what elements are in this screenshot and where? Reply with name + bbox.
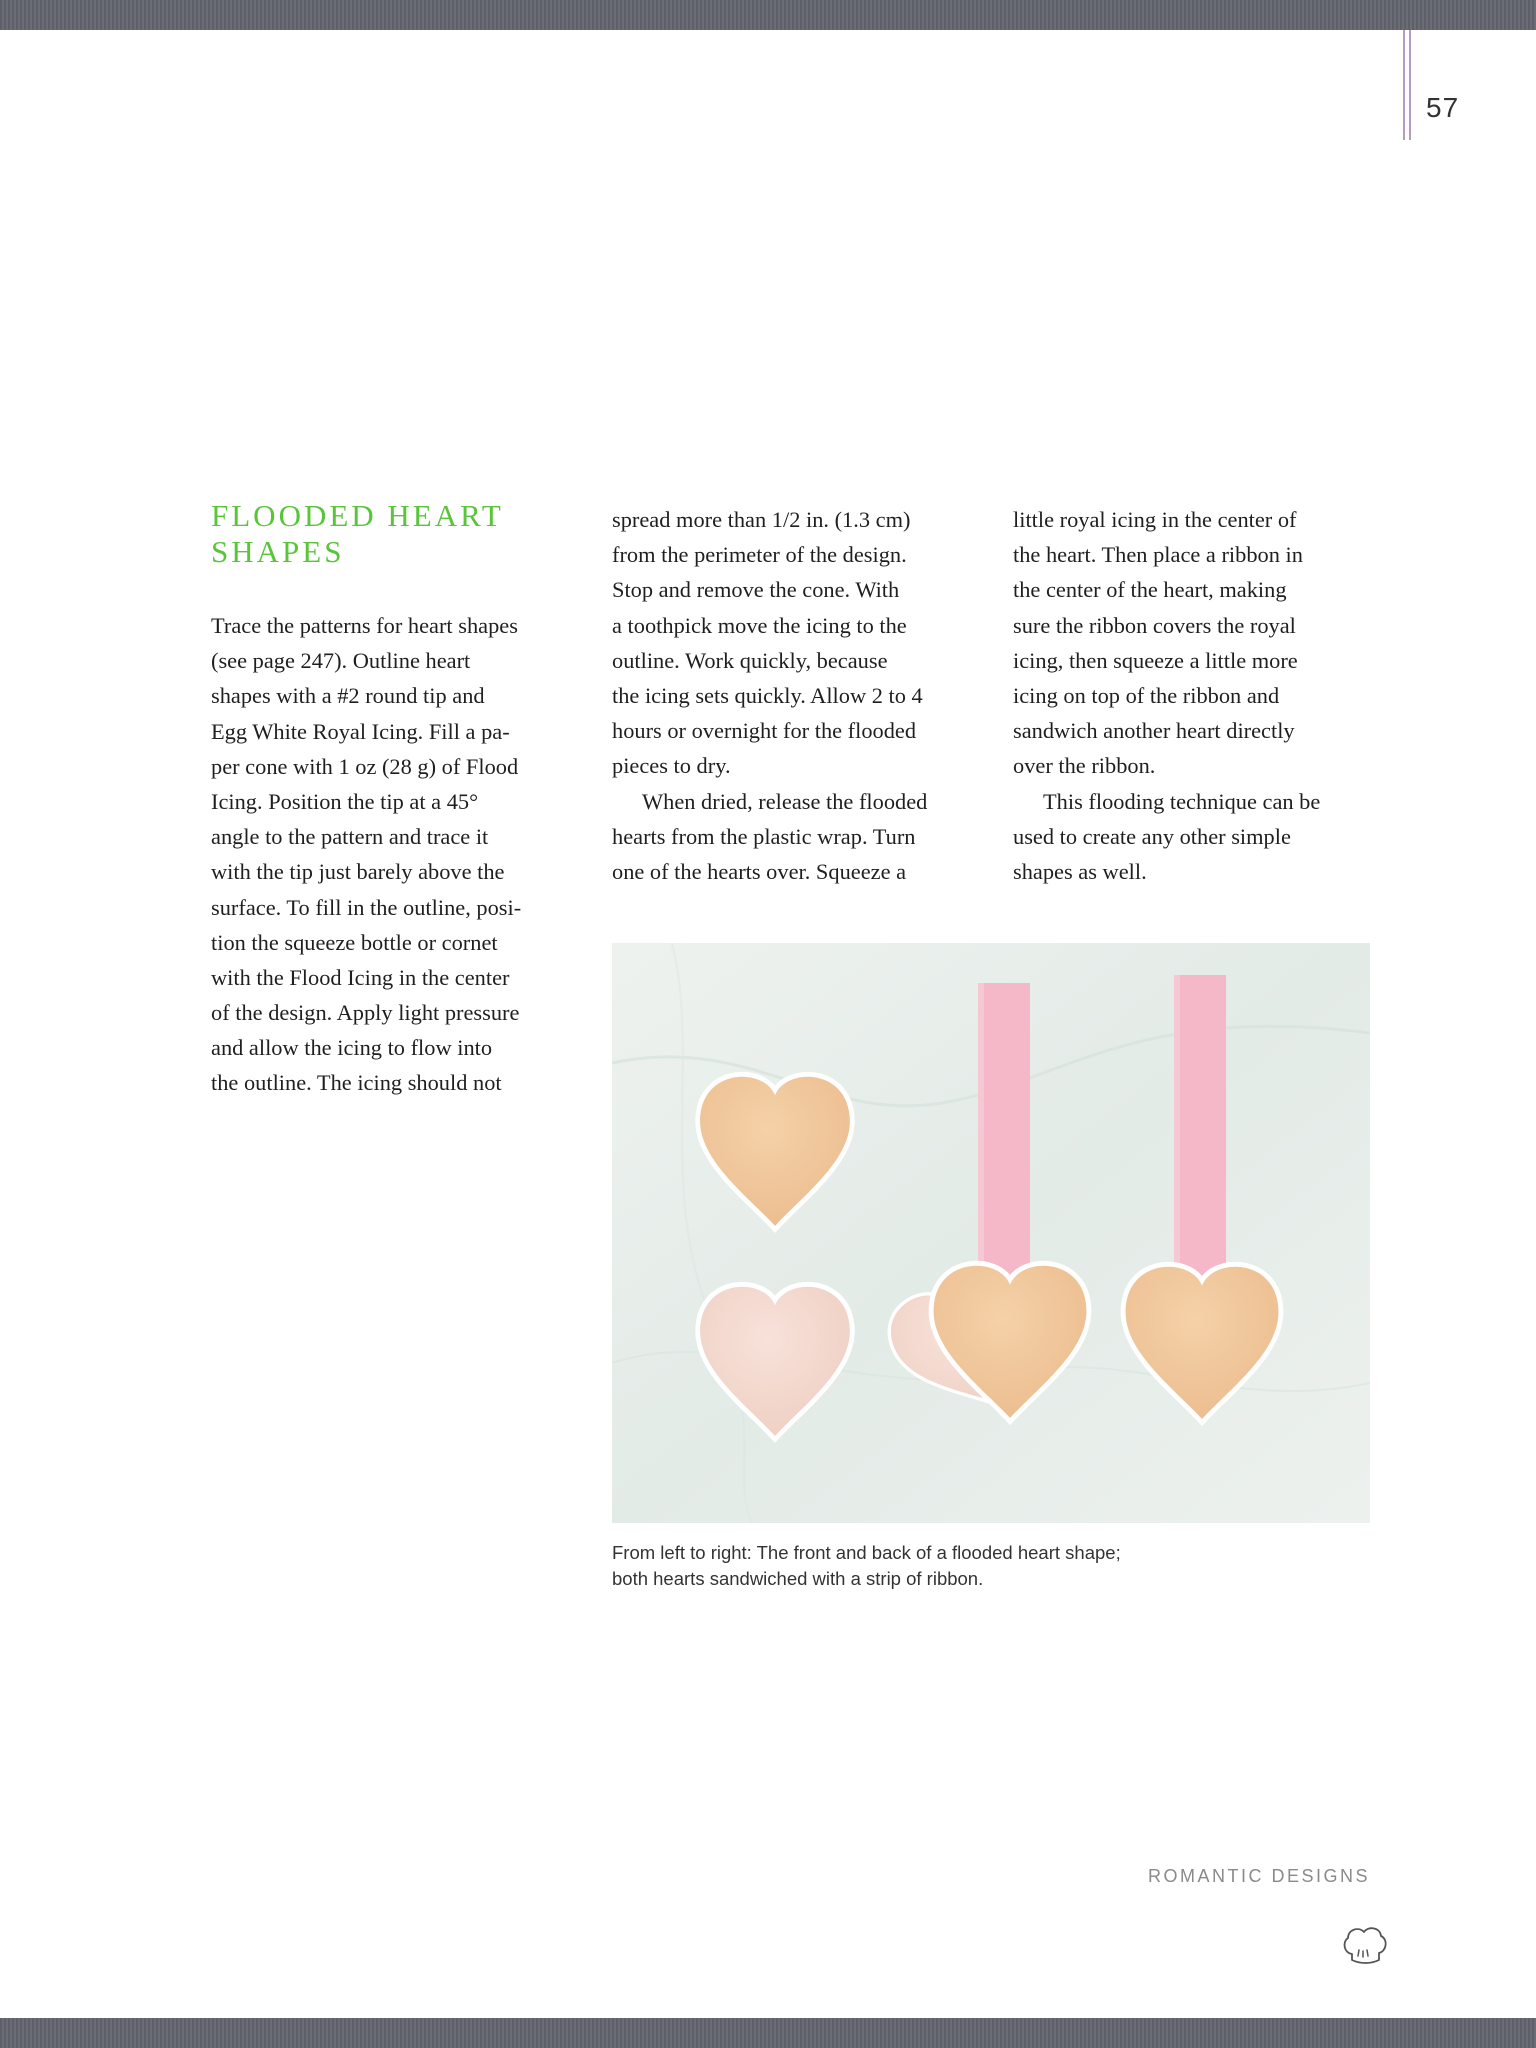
heart-photo: [612, 943, 1370, 1523]
text-line: tion the squeeze bottle or cornet: [211, 929, 498, 955]
text-line: per cone with 1 oz (28 g) of Flood: [211, 753, 519, 779]
text-line: This flooding technique can be: [1043, 788, 1321, 814]
running-footer: ROMANTIC DESIGNS: [1147, 1866, 1370, 1886]
text-line: sure the ribbon covers the royal: [1013, 612, 1296, 638]
text-line: hearts from the plastic wrap. Turn: [612, 823, 916, 849]
text-line: the outline. The icing should not: [211, 1070, 502, 1096]
text-line: Icing. Position the tip at a 45°: [211, 788, 479, 814]
chef-hat-icon: [1338, 1920, 1390, 1972]
heart-photo-illustration: [612, 943, 1370, 1523]
text-line: Egg White Royal Icing. Fill a pa-: [211, 718, 510, 744]
text-line: (see page 247). Outline heart: [211, 648, 471, 674]
section-heading: [211, 498, 571, 570]
text-line: sandwich another heart directly: [1013, 718, 1295, 744]
text-line: used to create any other simple: [1013, 823, 1291, 849]
text-column-1: [211, 608, 571, 1101]
text-line: pieces to dry.: [612, 753, 731, 779]
margin-rule: [1403, 30, 1405, 140]
text-line: icing, then squeeze a little more: [1013, 647, 1298, 673]
text-line: shapes with a #2 round tip and: [211, 683, 485, 709]
bottom-border-band: [0, 2018, 1536, 2048]
text-line: a toothpick move the icing to the: [612, 612, 907, 638]
figure-caption: [612, 1540, 1212, 1592]
margin-rule: [1409, 30, 1411, 140]
text-line: little royal icing in the center of: [1013, 507, 1297, 532]
text-line: hours or overnight for the flooded: [612, 718, 917, 744]
text-column-2: [612, 502, 992, 889]
text-line: the heart. Then place a ribbon in: [1013, 542, 1303, 568]
text-line: icing on top of the ribbon and: [1013, 682, 1280, 708]
text-line: of the design. Apply light pressure: [211, 1000, 520, 1026]
text-line: shapes as well.: [1013, 858, 1147, 884]
text-line: outline. Work quickly, because: [612, 647, 888, 673]
text-line: with the tip just barely above the: [211, 859, 505, 885]
text-line: the icing sets quickly. Allow 2 to 4: [612, 682, 923, 708]
text-line: with the Flood Icing in the center: [211, 964, 510, 990]
text-line: Stop and remove the cone. With: [612, 577, 900, 603]
heading-line: FLOODED HEART: [211, 498, 504, 533]
text-line: one of the hearts over. Squeeze a: [612, 858, 907, 884]
text-line: over the ribbon.: [1013, 753, 1156, 779]
top-border-band: [0, 0, 1536, 30]
caption-line: From left to right: The front and back of a flooded heart shape;: [612, 1542, 1121, 1563]
text-line: Trace the patterns for heart shapes: [211, 613, 518, 638]
text-line: the center of the heart, making: [1013, 577, 1287, 603]
text-line: angle to the pattern and trace it: [211, 824, 489, 850]
heading-line: SHAPES: [211, 534, 345, 569]
text-line: When dried, release the flooded: [642, 788, 928, 814]
caption-line: both hearts sandwiched with a strip of ribbon.: [612, 1568, 984, 1589]
text-line: and allow the icing to flow into: [211, 1035, 493, 1061]
text-line: surface. To fill in the outline, posi-: [211, 894, 522, 920]
page-number: 57: [1426, 92, 1460, 123]
text-line: spread more than 1/2 in. (1.3 cm): [612, 507, 911, 532]
text-column-3: [1013, 502, 1393, 889]
text-line: from the perimeter of the design.: [612, 542, 907, 568]
